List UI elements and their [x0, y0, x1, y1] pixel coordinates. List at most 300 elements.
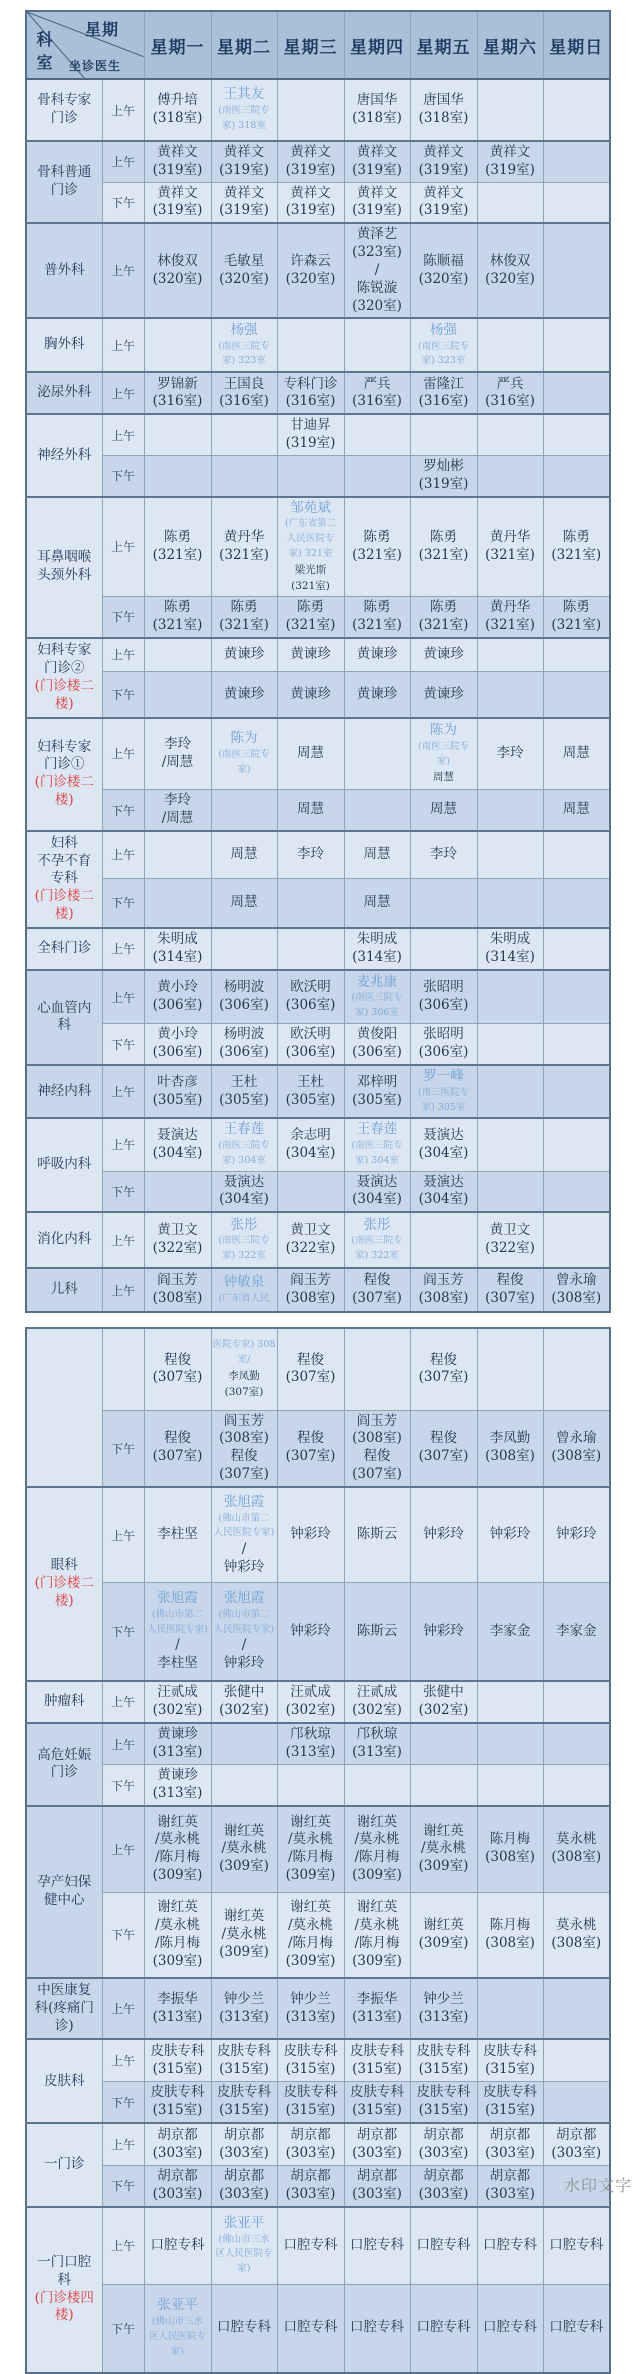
schedule-cell — [477, 1118, 543, 1171]
schedule-row — [26, 1024, 610, 1065]
doctor-line: 区人民医院专 — [215, 2248, 273, 2260]
department-cell — [26, 223, 102, 318]
doctor-line: 张健中 — [423, 1684, 464, 1701]
doctor-line: (322室) — [485, 1240, 535, 1257]
doctor-line: (南医三院专 — [351, 1235, 403, 1247]
schedule-cell — [543, 141, 610, 182]
doctor-line: 黄祥文 — [157, 184, 198, 201]
doctor-line: 聂演达 — [223, 1173, 265, 1190]
department-line: 门诊 — [50, 182, 78, 199]
schedule-cell — [211, 2123, 277, 2165]
schedule-row — [26, 1171, 610, 1212]
schedule-row — [26, 223, 610, 318]
doctor-line: (304室) — [152, 1144, 203, 1161]
schedule-cell — [410, 372, 477, 414]
doctor-line: 皮肤专科 — [217, 2042, 271, 2059]
schedule-cell — [477, 1583, 543, 1681]
schedule-cell — [144, 1024, 211, 1065]
doctor-line: /莫永桃 — [420, 1840, 467, 1857]
doctor-line: 胡京都 — [356, 2126, 398, 2143]
schedule-cell — [211, 1024, 277, 1065]
schedule-cell — [144, 638, 211, 672]
doctor-line: 周慧 — [562, 801, 590, 818]
doctor-line: (307室) — [352, 1466, 402, 1483]
doctor-line: 王国良 — [223, 375, 265, 392]
schedule-cell — [410, 831, 477, 878]
doctor-line: (309室) — [285, 1867, 336, 1884]
doctor-line: / — [175, 1637, 180, 1654]
period-cell: 上午 — [102, 414, 144, 455]
doctor-line: (306室) — [352, 1044, 402, 1061]
doctor-line: (319室) — [285, 435, 336, 452]
schedule-cell — [477, 1978, 543, 2039]
department-cell — [26, 1065, 102, 1118]
doctor-line: (309室) — [219, 1943, 269, 1960]
schedule-cell — [277, 141, 344, 182]
doctor-line: (321室) — [418, 546, 469, 563]
doctor-line: 黄祥文 — [223, 144, 265, 160]
doctor-line: 人民医院专家) — [147, 1623, 208, 1635]
schedule-cell — [211, 223, 277, 318]
doctor-line: (313室) — [418, 2008, 469, 2025]
schedule-cell — [543, 638, 610, 672]
doctor-line: (308室) — [219, 1430, 269, 1447]
period-cell: 上午 — [102, 497, 144, 597]
doctor-line: 阎玉芳 — [223, 1412, 265, 1429]
doctor-line: 邹苑斌 — [290, 499, 331, 516]
schedule-cell — [543, 223, 610, 318]
schedule-cell — [344, 638, 410, 672]
doctor-line: (304室) — [418, 1191, 469, 1208]
doctor-line: 黄谏珍 — [356, 646, 398, 663]
schedule-cell — [211, 1268, 277, 1312]
period-cell: 上午 — [102, 1806, 144, 1892]
doctor-line: (313室) — [152, 1785, 203, 1802]
doctor-line: 杨明波 — [223, 979, 265, 996]
doctor-line: 严兵 — [496, 375, 524, 392]
schedule-cell — [477, 1765, 543, 1806]
schedule-cell — [477, 1806, 543, 1892]
doctor-line: (321室) — [152, 546, 203, 563]
schedule-cell — [543, 878, 610, 928]
doctor-line: 聂演达 — [423, 1127, 464, 1144]
schedule-row — [26, 1268, 610, 1312]
schedule-cell — [277, 2081, 344, 2123]
doctor-line: 家) 305室 — [421, 1101, 466, 1113]
doctor-line: 家) 304室 — [222, 1154, 266, 1166]
period-cell: 上午 — [102, 2123, 144, 2165]
period-cell: 下午 — [102, 1583, 144, 1681]
doctor-line: 黄谏珍 — [223, 685, 265, 702]
doctor-line: (309室) — [418, 1934, 469, 1951]
doctor-line: 杨强 — [430, 321, 457, 338]
schedule-cell — [477, 497, 543, 597]
doctor-line: 周慧 — [430, 801, 457, 818]
schedule-cell — [144, 318, 211, 372]
schedule-cell — [277, 1171, 344, 1212]
schedule-cell — [543, 1268, 610, 1312]
schedule-cell — [410, 182, 477, 223]
schedule-cell — [144, 790, 211, 831]
schedule-cell — [410, 497, 477, 597]
department-cell — [26, 497, 102, 638]
schedule-cell — [477, 1024, 543, 1065]
schedule-cell — [344, 2285, 410, 2373]
period-cell: 上午 — [102, 831, 144, 878]
schedule-cell — [477, 970, 543, 1024]
schedule-row — [26, 372, 610, 414]
doctor-line: 周慧 — [297, 745, 324, 762]
period-cell: 下午 — [102, 1171, 144, 1212]
doctor-line: (309室) — [285, 1952, 336, 1969]
doctor-line: 陈斯云 — [356, 1622, 398, 1639]
schedule-cell — [344, 414, 410, 455]
doctor-line: 钟彩玲 — [223, 1558, 265, 1575]
department-line: 妇科 — [50, 834, 78, 851]
doctor-line: 阎玉芳 — [157, 1272, 198, 1289]
period-cell: 上午 — [102, 718, 144, 790]
doctor-line: (318室) — [352, 110, 402, 126]
period-cell: 上午 — [102, 1118, 144, 1171]
schedule-cell — [344, 1806, 410, 1892]
doctor-line: 严兵 — [363, 375, 391, 392]
schedule-cell — [477, 79, 543, 141]
doctor-line: 李凤勤 — [489, 1430, 531, 1447]
schedule-cell — [277, 1806, 344, 1892]
schedule-cell — [477, 455, 543, 496]
doctor-line: 口腔专科 — [283, 2319, 338, 2336]
doctor-line: 黄谏珍 — [423, 646, 464, 663]
doctor-line: 甘迪昇 — [290, 417, 331, 434]
schedule-cell — [477, 672, 543, 718]
schedule-cell — [543, 597, 610, 638]
doctor-line: 钟彩玲 — [290, 1622, 331, 1639]
period-cell: 上午 — [102, 2039, 144, 2081]
doctor-line: (320室) — [219, 270, 269, 287]
period-cell: 上午 — [102, 1681, 144, 1723]
schedule-cell — [477, 1328, 543, 1410]
doctor-line: (315室) — [352, 2102, 402, 2119]
doctor-line: 皮肤专科 — [350, 2042, 404, 2059]
schedule-cell — [277, 2123, 344, 2165]
doctor-line: / — [374, 261, 380, 278]
doctor-line: 胡京都 — [489, 2167, 531, 2184]
doctor-line: 胡京都 — [290, 2126, 331, 2143]
doctor-line: (320室) — [418, 270, 469, 287]
schedule-cell — [277, 2039, 344, 2081]
schedule-cell — [277, 831, 344, 878]
doctor-line: 钟少兰 — [423, 1990, 464, 2007]
schedule-cell — [144, 2039, 211, 2081]
doctor-line: (305室) — [152, 1091, 203, 1108]
period-cell: 上午 — [102, 1212, 144, 1268]
schedule-cell — [410, 1212, 477, 1268]
doctor-line: (316室) — [352, 393, 402, 410]
schedule-cell — [477, 2123, 543, 2165]
doctor-line: 人民医院专家) — [213, 1623, 275, 1635]
schedule-cell — [211, 455, 277, 496]
schedule-cell — [211, 1978, 277, 2039]
doctor-line: (307室) — [285, 1369, 336, 1386]
doctor-line: (316室) — [485, 393, 535, 410]
department-line: (门诊楼二 — [34, 677, 94, 694]
schedule-cell — [144, 1681, 211, 1723]
schedule-cell — [543, 414, 610, 455]
doctor-line: 黄俊阳 — [356, 1026, 398, 1043]
schedule-cell — [277, 497, 344, 597]
schedule-cell — [277, 79, 344, 141]
doctor-line: (318室) — [418, 110, 469, 126]
schedule-row — [26, 1765, 610, 1806]
schedule-cell — [211, 970, 277, 1024]
schedule-cell — [477, 1892, 543, 1978]
doctor-line: 汪贰成 — [157, 1684, 198, 1701]
schedule-cell — [144, 831, 211, 878]
doctor-line: 邝秋琼 — [356, 1726, 398, 1743]
schedule-row — [26, 1681, 610, 1723]
doctor-line: (306室) — [285, 1044, 336, 1061]
doctor-line: (309室) — [152, 1952, 203, 1969]
department-line: 专科 — [50, 870, 78, 887]
department-line: 骨科普通 — [37, 164, 92, 181]
doctor-line: (314室) — [352, 948, 402, 965]
schedule-cell — [211, 638, 277, 672]
period-cell: 上午 — [102, 1723, 144, 1765]
schedule-cell — [543, 497, 610, 597]
schedule-row — [26, 1583, 610, 1681]
schedule-cell — [344, 2081, 410, 2123]
schedule-cell — [144, 1118, 211, 1171]
schedule-cell — [211, 1410, 277, 1487]
watermark-text: 水印文字 — [563, 2176, 632, 2195]
schedule-cell — [344, 141, 410, 182]
schedule-cell — [277, 718, 344, 790]
doctor-line: 陈顺福 — [423, 252, 464, 269]
schedule-cell — [410, 638, 477, 672]
doctor-line: (318室) — [152, 110, 203, 126]
schedule-cell — [344, 1765, 410, 1806]
schedule-cell — [543, 1806, 610, 1892]
day-header-sunday: 星期日 — [543, 11, 610, 79]
doctor-line: 黄小玲 — [157, 979, 198, 996]
schedule-cell — [477, 2081, 543, 2123]
doctor-line: 许森云 — [290, 252, 331, 269]
doctor-line: 汪贰成 — [290, 1684, 331, 1701]
department-cell — [26, 372, 102, 414]
department-cell — [26, 2123, 102, 2206]
schedule-cell — [277, 182, 344, 223]
doctor-line: 口腔专科 — [350, 2236, 404, 2253]
doctor-line: 张亚平 — [223, 2214, 265, 2231]
doctor-line: (315室) — [418, 2102, 469, 2119]
doctor-line: 皮肤专科 — [416, 2084, 471, 2101]
schedule-cell — [410, 1681, 477, 1723]
doctor-line: 黄丹华 — [223, 529, 265, 545]
corner-label-doctor: 坐诊医生 — [69, 59, 122, 73]
doctor-line: 家) 322室 — [222, 1250, 266, 1262]
schedule-row — [26, 831, 610, 878]
schedule-cell — [543, 718, 610, 790]
doctor-line: (319室) — [418, 202, 469, 219]
schedule-cell — [211, 1212, 277, 1268]
doctor-line: (309室) — [418, 1858, 469, 1875]
doctor-line: 医院专家) 308 — [212, 1339, 276, 1351]
department-line: 科 — [57, 2271, 71, 2288]
doctor-line: (307室) — [285, 1448, 336, 1465]
schedule-row — [26, 2165, 610, 2206]
doctor-line: 皮肤专科 — [350, 2084, 404, 2101]
schedule-cell — [410, 223, 477, 318]
schedule-row — [26, 141, 610, 182]
schedule-cell — [211, 1065, 277, 1118]
doctor-line: 口腔专科 — [483, 2236, 537, 2253]
doctor-line: /莫永桃 — [221, 1925, 267, 1942]
department-line: 楼) — [54, 1592, 74, 1609]
doctor-line: (313室) — [152, 2008, 203, 2025]
department-cell — [26, 141, 102, 223]
schedule-cell — [144, 1583, 211, 1681]
schedule-cell — [543, 831, 610, 878]
doctor-line: (303室) — [418, 2185, 469, 2202]
schedule-cell — [344, 1978, 410, 2039]
doctor-line: 皮肤专科 — [283, 2084, 338, 2101]
period-cell: 下午 — [102, 1765, 144, 1806]
doctor-line: (309室) — [219, 1858, 269, 1875]
doctor-line: (315室) — [285, 2060, 336, 2077]
department-line: 神经内科 — [37, 1082, 92, 1099]
schedule-cell — [277, 455, 344, 496]
department-line: 肿瘤科 — [44, 1692, 85, 1709]
schedule-cell — [144, 141, 211, 182]
doctor-line: (南医三院专 — [218, 749, 270, 761]
doctor-line: 莫永桃 — [556, 1831, 597, 1848]
department-line: 门诊 — [50, 110, 78, 126]
schedule-cell — [344, 1024, 410, 1065]
doctor-line: 林俊双 — [489, 252, 531, 269]
department-line: 楼) — [54, 792, 74, 809]
doctor-line: /陈月梅 — [154, 1849, 201, 1866]
schedule-cell — [477, 2165, 543, 2206]
schedule-cell — [344, 1583, 410, 1681]
period-cell: 上午 — [102, 1978, 144, 2039]
period-cell: 上午 — [102, 318, 144, 372]
doctor-line: 家) 323室 — [222, 355, 266, 367]
department-cell — [26, 1723, 102, 1806]
schedule-cell — [410, 2123, 477, 2165]
doctor-line: 家) — [170, 2345, 185, 2357]
schedule-cell — [477, 638, 543, 672]
schedule-row — [26, 414, 610, 455]
department-cell — [26, 1212, 102, 1268]
department-line: 门诊② — [44, 659, 85, 676]
doctor-line: 胡京都 — [556, 2126, 597, 2143]
doctor-line: (南医三院专 — [417, 740, 470, 752]
schedule-cell — [344, 1118, 410, 1171]
doctor-line: (316室) — [418, 393, 469, 410]
doctor-line: /陈月梅 — [287, 1934, 334, 1951]
doctor-line: (315室) — [152, 2102, 203, 2119]
schedule-cell — [543, 79, 610, 141]
schedule-cell — [477, 878, 543, 928]
doctor-line: 程俊 — [430, 1351, 457, 1368]
doctor-line: 王其友 — [223, 86, 265, 103]
doctor-line: (308室) — [485, 1849, 535, 1866]
schedule-cell — [344, 455, 410, 496]
doctor-line: (319室) — [352, 161, 402, 178]
doctor-line: 谢红英 — [290, 1813, 331, 1830]
department-line: 楼) — [54, 695, 74, 712]
day-header-wednesday: 星期三 — [277, 11, 344, 79]
schedule-cell — [277, 790, 344, 831]
schedule-cell — [211, 790, 277, 831]
department-cell — [26, 414, 102, 496]
doctor-line: (308室) — [551, 1934, 602, 1951]
doctor-line: 胡京都 — [489, 2126, 531, 2143]
period-cell — [102, 1328, 144, 1410]
doctor-line: (313室) — [152, 1744, 203, 1761]
schedule-cell — [277, 1681, 344, 1723]
schedule-cell — [277, 1583, 344, 1681]
doctor-line: 李振华 — [356, 1990, 398, 2007]
department-line: 科(疼痛门 — [34, 1999, 94, 2016]
schedule-cell — [211, 1118, 277, 1171]
doctor-line: 程俊 — [430, 1430, 457, 1447]
department-cell — [26, 831, 102, 928]
doctor-line: (302室) — [285, 1701, 336, 1718]
schedule-row — [26, 1118, 610, 1171]
doctor-line: 黄谏珍 — [290, 646, 331, 663]
doctor-line: 程俊 — [164, 1430, 191, 1447]
schedule-cell — [344, 1065, 410, 1118]
doctor-line: (306室) — [219, 997, 269, 1014]
department-line: 泌尿外科 — [37, 384, 92, 401]
doctor-line: 张彤 — [230, 1216, 258, 1233]
schedule-cell — [410, 1171, 477, 1212]
doctor-line: 家) — [237, 2263, 251, 2275]
schedule-table-bottom — [25, 1327, 611, 2373]
schedule-cell — [277, 1765, 344, 1806]
doctor-line: 胡京都 — [423, 2126, 464, 2143]
schedule-cell — [211, 878, 277, 928]
schedule-cell — [277, 1328, 344, 1410]
schedule-cell — [144, 1978, 211, 2039]
doctor-line: 胡京都 — [223, 2167, 265, 2184]
doctor-line: (320室) — [352, 297, 402, 314]
period-cell: 上午 — [102, 223, 144, 318]
schedule-cell — [477, 1723, 543, 1765]
schedule-cell — [277, 2165, 344, 2206]
doctor-line: /莫永桃 — [154, 1831, 201, 1848]
schedule-cell — [344, 2207, 410, 2285]
doctor-line: (303室) — [285, 2144, 336, 2161]
doctor-line: (319室) — [152, 161, 203, 178]
doctor-line: /莫永桃 — [287, 1831, 334, 1848]
doctor-line: 程俊 — [496, 1272, 524, 1289]
period-cell: 下午 — [102, 455, 144, 496]
schedule-cell — [543, 2039, 610, 2081]
schedule-cell — [410, 1978, 477, 2039]
doctor-line: (307室) — [219, 1466, 269, 1483]
schedule-row — [26, 597, 610, 638]
department-line: 神经外科 — [37, 446, 92, 463]
schedule-cell — [543, 1978, 610, 2039]
doctor-line: (315室) — [485, 2102, 535, 2119]
doctor-line: (315室) — [485, 2060, 535, 2077]
schedule-cell — [477, 2207, 543, 2285]
schedule-cell — [211, 318, 277, 372]
department-line: 高危妊娠 — [37, 1746, 92, 1763]
schedule-cell — [344, 1171, 410, 1212]
